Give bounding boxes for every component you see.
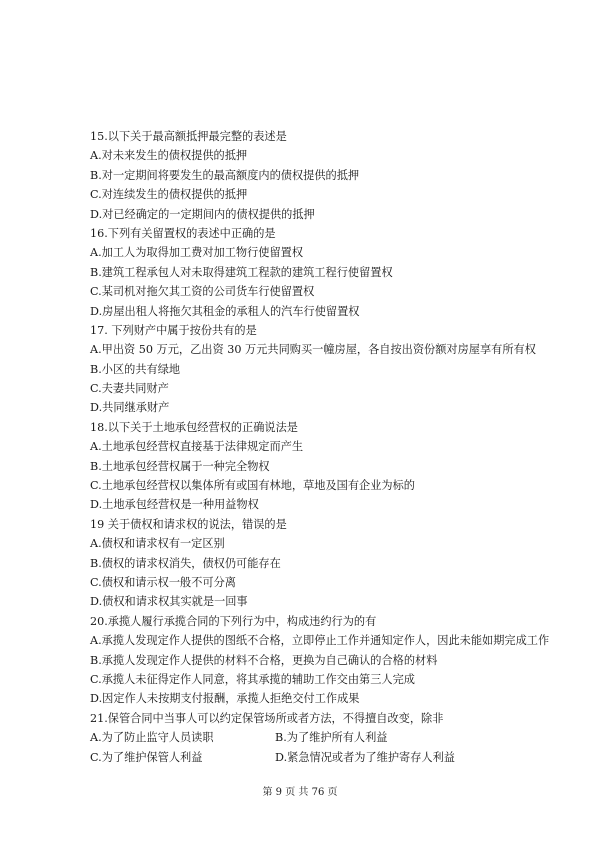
option-row (90, 728, 530, 747)
option-a: A.为了防止监守人员读职 (90, 731, 214, 745)
option-b: B.对一定期间将要发生的最高额度内的债权提供的抵押 (90, 168, 360, 182)
option-c: C.土地承包经营权以集体所有或国有林地，草地及国有企业为标的 (90, 479, 415, 493)
option-d: D.土地承包经营权是一种用益物权 (90, 498, 259, 512)
question-stem: 20.承揽人履行承揽合同的下列行为中，构成违约行为的有 (90, 614, 377, 628)
option-d: D.紧急情况或者为了维护寄存人利益 (275, 750, 455, 764)
option-d: D.对已经确定的一定期间内的债权提供的抵押 (90, 207, 315, 221)
option-row (90, 748, 530, 767)
question-stem: 15.以下关于最高额抵押最完整的表述是 (90, 130, 287, 143)
option-a: A.甲出资 50 万元，乙出资 30 万元共同购买一幢房屋，各自按出资份额对房屋享有所有权 (90, 343, 536, 357)
question-17 (90, 321, 536, 418)
question-stem: 21.保管合同中当事人可以约定保管场所或者方法，不得擅自改变，除非 (90, 711, 444, 725)
question-15 (90, 127, 530, 224)
option-a: A.加工人为取得加工费对加工物行使留置权 (90, 246, 304, 260)
question-16 (90, 224, 530, 321)
question-21 (90, 709, 530, 767)
question-stem: 16.下列有关留置权的表述中正确的是 (90, 226, 276, 240)
option-c: C.对连续发生的债权提供的抵押 (90, 188, 248, 202)
option-d: D.因定作人未按期支付报酬，承揽人拒绝交付工作成果 (90, 692, 360, 706)
option-a: A.承揽人发现定作人提供的图纸不合格，立即停止工作并通知定作人，因此未能如期完成工作 (90, 634, 550, 648)
question-stem: 18.以下关于土地承包经营权的正确说法是 (90, 420, 298, 434)
option-d: D.房屋出租人将拖欠其租金的承租人的汽车行使留置权 (90, 304, 360, 318)
page-number: 第 9 页 共 76 页 (262, 787, 338, 798)
option-c: C.某司机对拖欠其工资的公司货车行使留置权 (90, 285, 315, 299)
option-d: D.共同继承财产 (90, 401, 170, 415)
option-b: B.债权的请求权消失，债权仍可能存在 (90, 556, 281, 570)
option-a: A.对未来发生的债权提供的抵押 (90, 149, 248, 163)
option-a: A.债权和请求权有一定区别 (90, 537, 225, 551)
option-c: C.为了维护保管人利益 (90, 750, 203, 764)
option-d: D.债权和请求权其实就是一回事 (90, 595, 248, 609)
question-20 (90, 612, 550, 709)
option-c: C.债权和请示权一般不可分离 (90, 575, 236, 589)
option-c: C.承揽人未征得定作人同意，将其承揽的辅助工作交由第三人完成 (90, 672, 415, 686)
document-body (90, 127, 550, 767)
option-c: C.夫妻共同财产 (90, 382, 169, 396)
option-a: A.土地承包经营权直接基于法律规定而产生 (90, 440, 304, 454)
option-b: B.承揽人发现定作人提供的材料不合格，更换为自己确认的合格的材料 (90, 653, 438, 667)
option-b: B.土地承包经营权属于一种完全物权 (90, 459, 270, 473)
option-b: B.为了维护所有人利益 (275, 731, 388, 745)
question-19 (90, 515, 530, 612)
question-18 (90, 418, 530, 515)
question-stem: 17. 下列财产中属于按份共有的是 (90, 323, 257, 337)
question-stem: 19 关于债权和请求权的说法，错误的是 (90, 517, 287, 531)
option-b: B.建筑工程承包人对未取得建筑工程款的建筑工程行使留置权 (90, 265, 393, 279)
option-b: B.小区的共有绿地 (90, 362, 181, 376)
